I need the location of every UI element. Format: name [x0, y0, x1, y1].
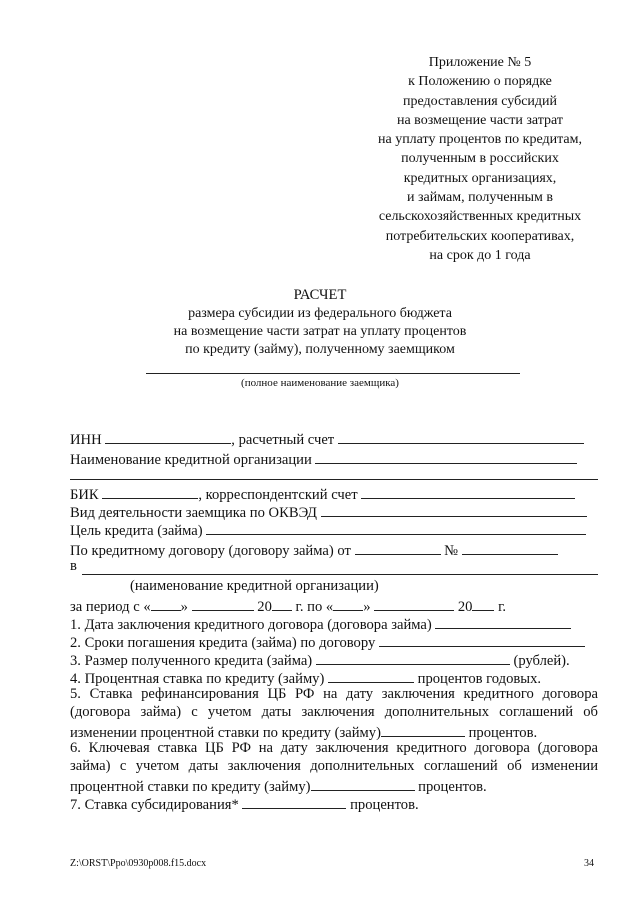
item-5-line-1: 5. Ставка рефинансирования ЦБ РФ на дату заключения кредитного договора	[70, 686, 598, 702]
borrower-caption: (полное наименование заемщика)	[241, 377, 399, 389]
item-6-line-1: 6. Ключевая ставка ЦБ РФ на дату заключения кредитного договора (договора	[70, 740, 598, 756]
period-row	[70, 596, 506, 616]
item-3	[70, 650, 570, 670]
contract-label: По кредитному договору (договору займа) от	[70, 543, 351, 559]
period-year-prefix: 20	[257, 599, 272, 615]
title-line-1: размера субсидии из федерального бюджета	[188, 306, 452, 321]
period-quote-close-2: »	[363, 599, 371, 615]
item-6-line-2: займа) с учетом даты заключения дополнительных соглашений об изменении	[70, 758, 598, 774]
item-1	[70, 614, 571, 634]
inn-label: ИНН	[70, 432, 102, 448]
item-5-line-2: (договора займа) с учетом даты заключения дополнительных соглашений об	[70, 704, 598, 720]
page-number: 34	[584, 858, 594, 869]
footer-file-path: Z:\ORST\Ppo\0930p008.f15.docx	[70, 858, 207, 869]
subsidy-rate-field[interactable]	[242, 794, 346, 809]
item-6-unit: процентов.	[418, 779, 487, 795]
period-year-suffix: г.	[498, 599, 507, 615]
item-7	[70, 794, 419, 814]
item-3-label: 3. Размер полученного кредита (займа)	[70, 653, 313, 669]
appendix-line: потребительских кооперативах,	[385, 228, 575, 244]
corr-account-label: , корреспондентский счет	[198, 487, 358, 503]
bank-name-row	[70, 449, 577, 469]
item-5-unit: процентов.	[468, 725, 538, 741]
period-from-day-field[interactable]	[151, 596, 181, 611]
period-from-year-field[interactable]	[272, 596, 292, 611]
document-title: РАСЧЕТ	[293, 287, 347, 303]
item-7-unit: процентов.	[350, 797, 419, 813]
okved-field[interactable]	[321, 502, 587, 517]
item-3-unit: (рублей).	[513, 653, 570, 669]
inn-row	[70, 429, 584, 449]
period-from-month-field[interactable]	[192, 596, 254, 611]
appendix-line: к Положению о порядке	[408, 74, 552, 90]
repayment-terms-field[interactable]	[379, 632, 585, 647]
appendix-line: кредитных организациях,	[403, 170, 557, 186]
bank-name-continuation-line[interactable]	[70, 479, 598, 480]
contract-date-field[interactable]	[355, 540, 441, 555]
title-line-3: по кредиту (займу), полученному заемщиком	[185, 342, 455, 357]
purpose-row	[70, 520, 586, 540]
item-6-line-3	[70, 776, 487, 796]
item-6-label: процентной ставки по кредиту (займу)	[70, 779, 311, 795]
okved-label: Вид деятельности заемщика по ОКВЭД	[70, 505, 317, 521]
period-to-day-field[interactable]	[333, 596, 363, 611]
account-label: , расчетный счет	[231, 432, 335, 448]
okved-row	[70, 502, 587, 522]
title-line-2: на возмещение части затрат на уплату процентов	[173, 324, 467, 339]
appendix-line: и займам, полученным в	[407, 190, 553, 206]
number-sign: №	[444, 543, 459, 559]
period-to-year-field[interactable]	[472, 596, 494, 611]
appendix-line: предоставления субсидий	[402, 93, 558, 109]
item-5-line-3	[70, 722, 537, 742]
contract-row	[70, 540, 558, 560]
credit-org-line[interactable]	[82, 574, 598, 575]
refinancing-rate-field[interactable]	[381, 722, 465, 737]
contract-number-field[interactable]	[462, 540, 558, 555]
item-2-label: 2. Сроки погашения кредита (займа) по договору	[70, 635, 376, 651]
appendix-line: полученным в российских	[401, 151, 559, 167]
item-5-label: изменении процентной ставки по кредиту (займу)	[70, 725, 381, 741]
bank-in-row	[70, 558, 77, 575]
bik-field[interactable]	[102, 484, 198, 499]
borrower-name-line	[146, 373, 520, 374]
appendix-line: сельскохозяйственных кредитных	[378, 209, 582, 225]
purpose-label: Цель кредита (займа)	[70, 523, 203, 539]
in-label: в	[70, 558, 77, 574]
item-7-label: 7. Ставка субсидирования*	[70, 797, 239, 813]
contract-date-value-field[interactable]	[435, 614, 571, 629]
key-rate-field[interactable]	[311, 776, 415, 791]
appendix-line: на возмещение части затрат	[396, 112, 564, 128]
period-to-month-field[interactable]	[374, 596, 454, 611]
period-from-label: за период с «	[70, 599, 151, 615]
appendix-line: Приложение № 5	[428, 55, 532, 70]
item-2	[70, 632, 585, 652]
credit-org-caption: (наименование кредитной организации)	[130, 578, 379, 594]
period-quote-close: »	[180, 599, 188, 615]
item-4-label: 4. Процентная ставка по кредиту (займу)	[70, 671, 325, 687]
bik-row	[70, 484, 575, 504]
corr-account-field[interactable]	[361, 484, 575, 499]
interest-rate-field[interactable]	[328, 668, 414, 683]
item-4	[70, 668, 541, 688]
bank-name-label: Наименование кредитной организации	[70, 452, 312, 468]
loan-amount-field[interactable]	[316, 650, 510, 665]
bank-name-field[interactable]	[315, 449, 577, 464]
account-field[interactable]	[338, 429, 584, 444]
appendix-line: на уплату процентов по кредитам,	[377, 132, 582, 148]
bik-label: БИК	[70, 487, 99, 503]
appendix-header	[330, 53, 630, 265]
inn-field[interactable]	[105, 429, 231, 444]
item-4-unit: процентов годовых.	[417, 671, 542, 687]
period-to-label: г. по «	[295, 599, 334, 615]
appendix-line: на срок до 1 года	[429, 247, 531, 263]
purpose-field[interactable]	[206, 520, 586, 535]
item-1-label: 1. Дата заключения кредитного договора (договора займа)	[70, 617, 432, 633]
period-year-prefix-2: 20	[457, 599, 473, 615]
